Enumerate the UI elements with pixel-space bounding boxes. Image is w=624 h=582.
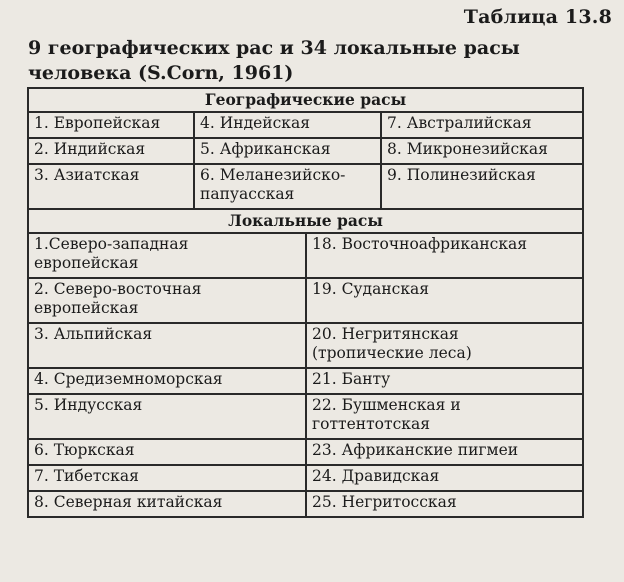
local-cell: 2. Северо-восточная европейская [28,278,306,323]
geo-cell: 7. Австралийская [381,112,583,138]
table-caption [28,36,588,86]
local-cell: 21. Банту [306,368,583,394]
local-cell: 20. Негритянская (тропические леса) [306,323,583,368]
local-cell: 18. Восточноафриканская [306,233,583,278]
local-cell: 1.Северо-западная европейская [28,233,306,278]
local-cell: 8. Северная китайская [28,491,306,517]
local-cell: 3. Альпийская [28,323,306,368]
local-cell: 23. Африканские пигмеи [306,439,583,465]
local-cell: 19. Суданская [306,278,583,323]
local-cell: 7. Тибетская [28,465,306,491]
local-cell: 25. Негритосская [306,491,583,517]
local-cell: 5. Индусская [28,394,306,439]
local-races-header: Локальные расы [28,209,583,233]
caption-line-1: 9 географических рас и 34 локальные расы [28,37,520,59]
geo-cell: 4. Индейская [194,112,381,138]
geo-cell: 8. Микронезийская [381,138,583,164]
geo-cell: 9. Полинезийская [381,164,583,209]
geo-cell: 2. Индийская [28,138,194,164]
local-cell: 24. Дравидская [306,465,583,491]
local-cell: 4. Средиземноморская [28,368,306,394]
local-cell: 6. Тюркская [28,439,306,465]
geo-cell: 6. Меланезийско- папуасская [194,164,381,209]
races-table [27,87,584,518]
geo-races-header: Географические расы [28,88,583,112]
geo-cell: 5. Африканская [194,138,381,164]
table-number: Таблица 13.8 [463,6,612,28]
geo-cell: 3. Азиатская [28,164,194,209]
local-cell: 22. Бушменская и готтентотская [306,394,583,439]
geo-cell: 1. Европейская [28,112,194,138]
caption-line-2: человека (S.Corn, 1961) [28,62,294,84]
